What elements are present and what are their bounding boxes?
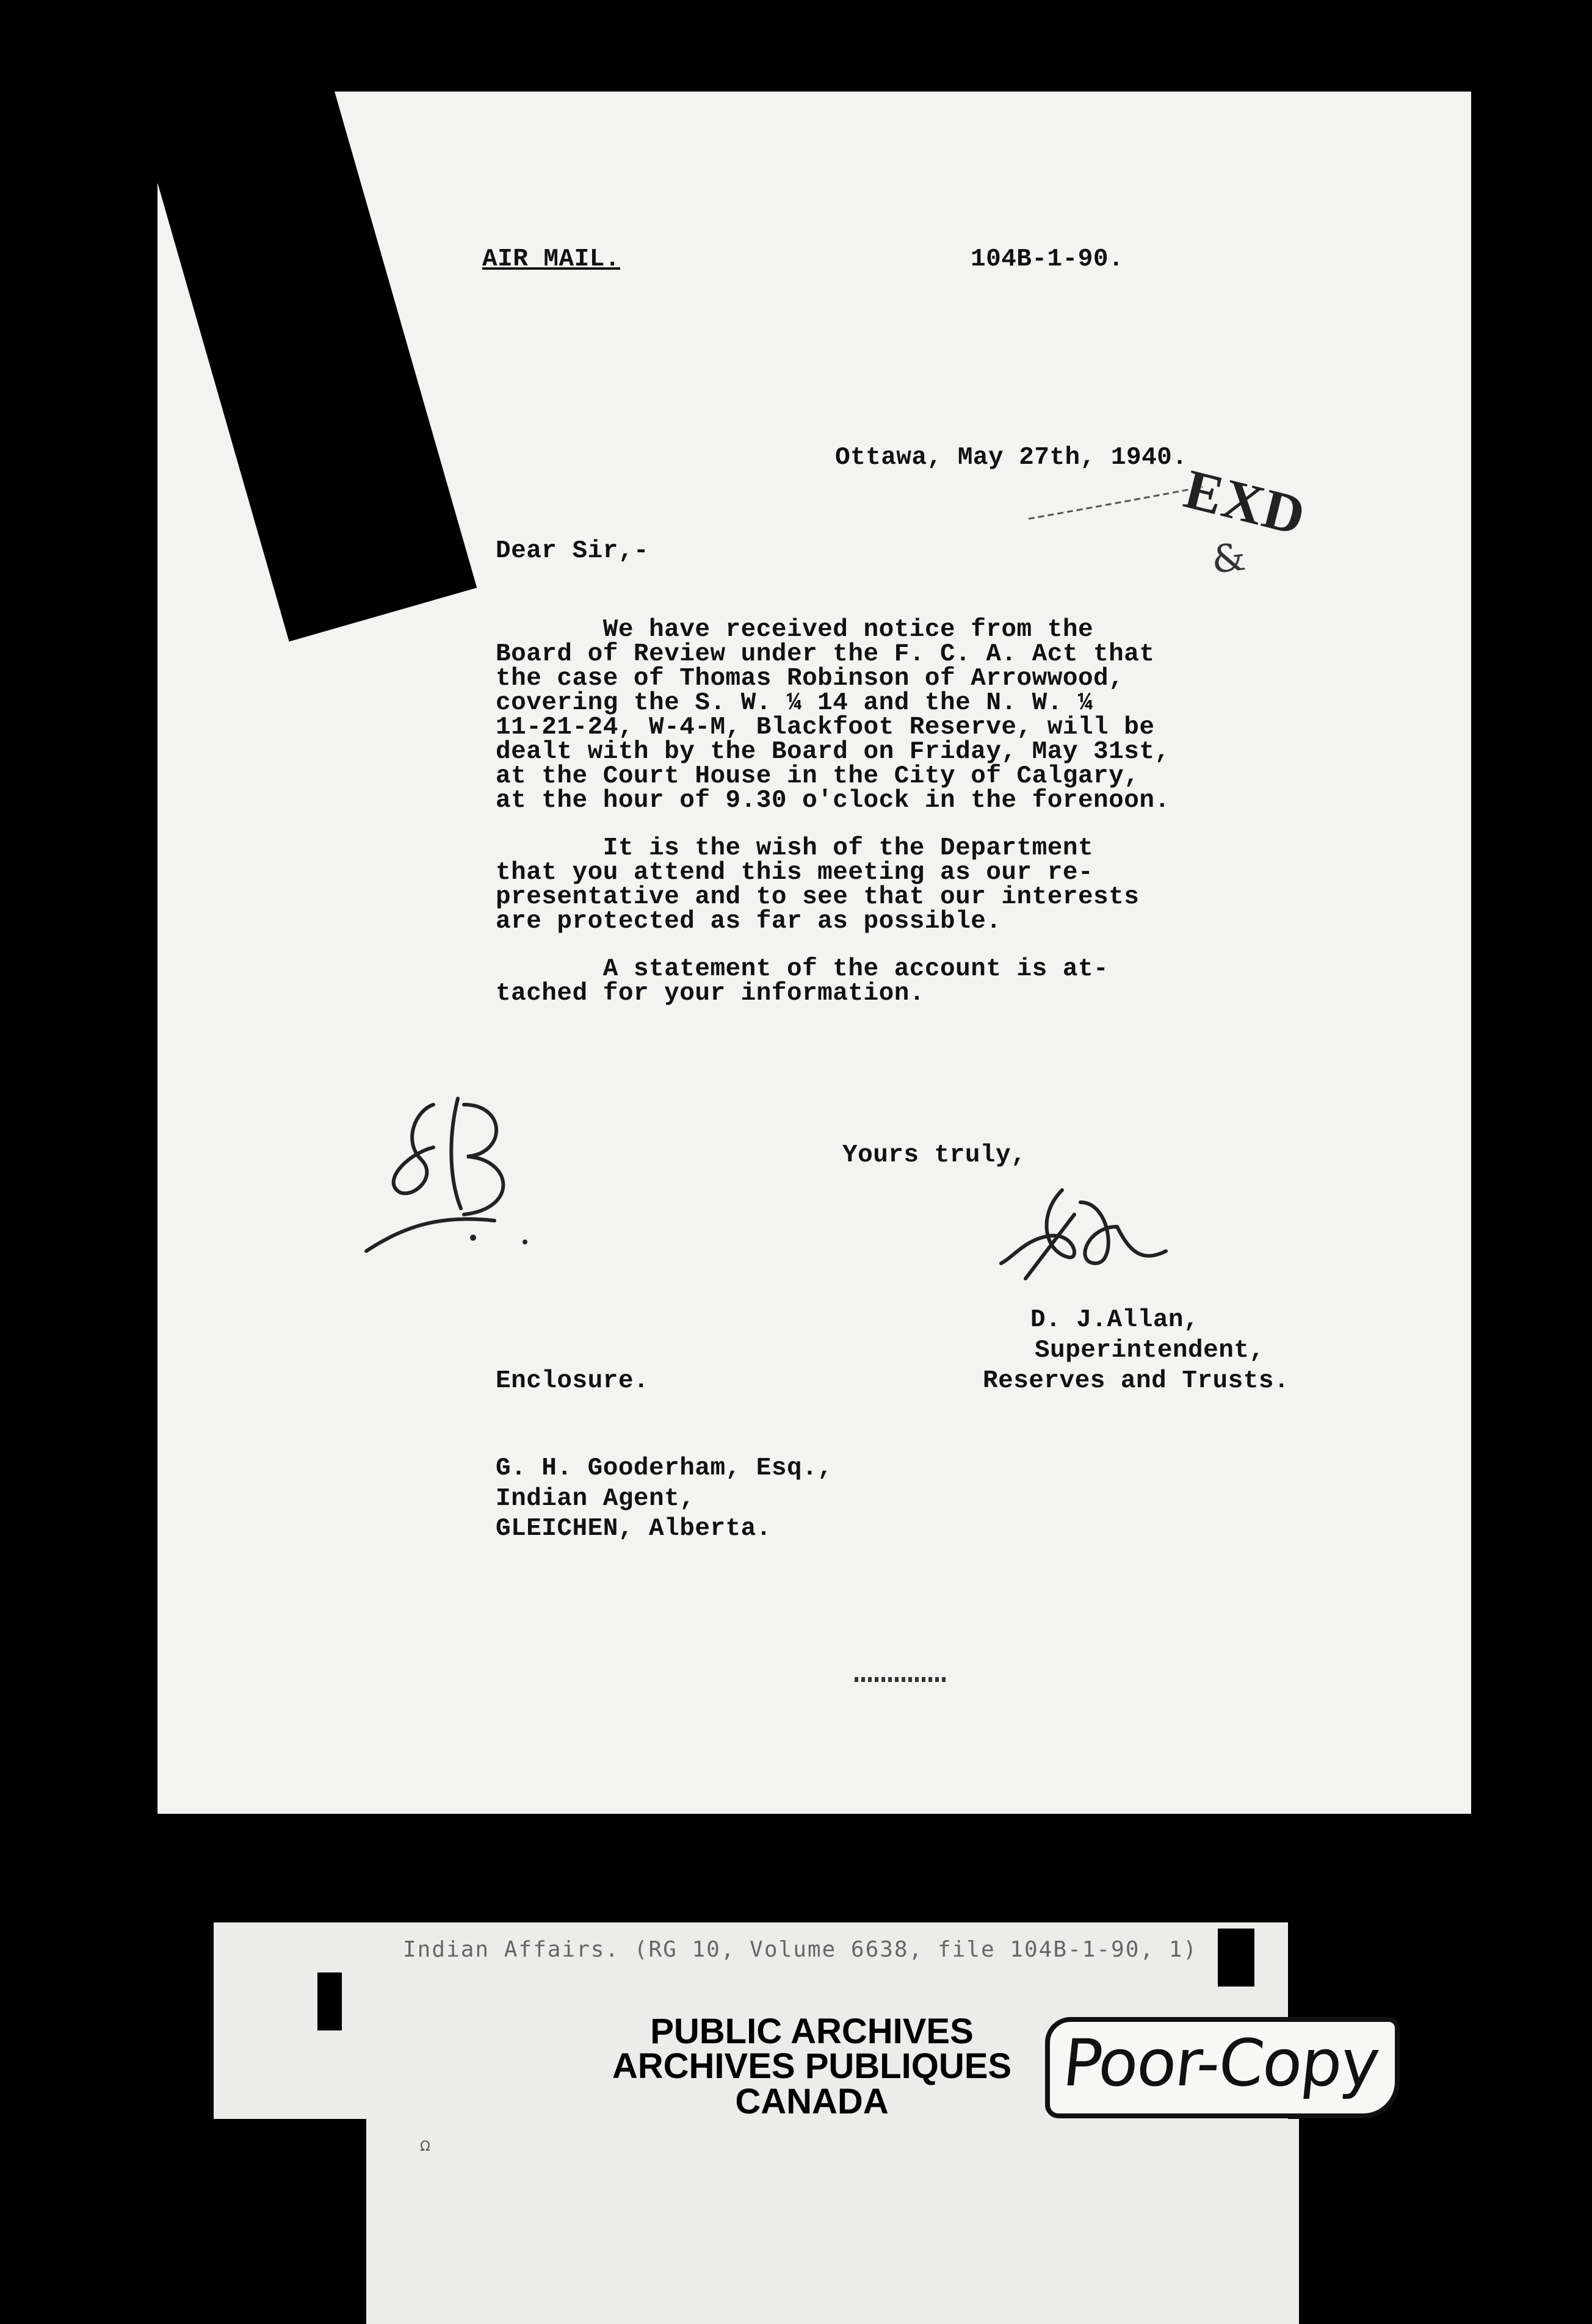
body-line: It is the wish of the Department — [496, 834, 1094, 862]
footer-dots — [855, 1677, 946, 1682]
signatory-name: D. J.Allan, — [1030, 1306, 1199, 1334]
archive-country: CANADA — [735, 2082, 889, 2121]
archive-reference: Indian Affairs. (RG 10, Volume 6638, file 104B-1-90, 1) — [403, 1937, 1198, 1962]
body-line: 11-21-24, W-4-M, Blackfoot Reserve, will be — [496, 713, 1155, 742]
body-line: We have received notice from the — [496, 616, 1094, 644]
signature-initials — [989, 1178, 1209, 1282]
body-line: at the Court House in the City of Calgary, — [496, 762, 1140, 790]
recipient-name: G. H. Gooderham, Esq., — [496, 1454, 833, 1482]
enclosure-note: Enclosure. — [496, 1367, 649, 1395]
body-line: that you attend this meeting as our re- — [496, 859, 1094, 887]
label-notch — [317, 1972, 342, 2030]
poor-copy-stamp — [1045, 2017, 1400, 2118]
body-line: Board of Review under the F. C. A. Act that — [496, 640, 1155, 668]
archive-name-fr: ARCHIVES PUBLIQUES — [612, 2046, 1012, 2086]
body-line: dealt with by the Board on Friday, May 31st, — [496, 738, 1170, 766]
air-mail-heading: AIR MAIL. — [482, 245, 620, 273]
paragraph-3 — [496, 957, 1259, 1006]
body-line: covering the S. W. ¼ 14 and the N. W. ¼ — [496, 689, 1094, 717]
body-line: A statement of the account is at- — [496, 955, 1109, 983]
recipient-title: Indian Agent, — [496, 1485, 695, 1513]
body-line: the case of Thomas Robinson of Arrowwood, — [496, 665, 1124, 693]
tick-mark: Ω — [420, 2139, 430, 2154]
body-line: at the hour of 9.30 o'clock in the forenoon. — [496, 787, 1170, 815]
body-line: presentative and to see that our interests — [496, 883, 1140, 911]
handwritten-initials-left — [342, 1086, 562, 1269]
label-notch — [1218, 1929, 1254, 1987]
closing: Yours truly, — [842, 1141, 1027, 1169]
exd-stamp: EXD — [1178, 457, 1312, 547]
paragraph-2 — [496, 836, 1259, 934]
signatory-title: Superintendent, — [1035, 1337, 1265, 1365]
paragraph-1 — [496, 618, 1259, 813]
body-line: tached for your information. — [496, 980, 925, 1008]
signatory-department: Reserves and Trusts. — [983, 1367, 1290, 1395]
archive-name-en: PUBLIC ARCHIVES — [650, 2012, 974, 2051]
margin-mark: & — [1209, 534, 1248, 582]
body-line: are protected as far as possible. — [496, 908, 1002, 936]
salutation: Dear Sir,- — [496, 537, 649, 565]
recipient-location: GLEICHEN, Alberta. — [496, 1515, 772, 1543]
letter-body — [496, 618, 1259, 1006]
file-number: 104B-1-90. — [971, 245, 1124, 273]
poor-copy-text: Poor-Copy — [1059, 2026, 1383, 2101]
archive-label-lower — [366, 2119, 1299, 2324]
dateline: Ottawa, May 27th, 1940. — [835, 444, 1188, 472]
